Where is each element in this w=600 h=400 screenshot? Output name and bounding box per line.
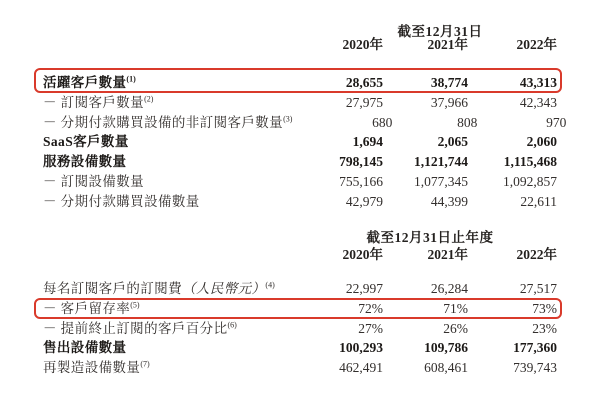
value-2020: 755,166	[339, 173, 383, 189]
row-label: SaaS客戶數量	[43, 134, 129, 150]
table-row-active-customers	[0, 73, 600, 93]
table1-year-2020: 2020年	[342, 37, 383, 52]
table1-year-header-row	[0, 36, 600, 53]
spacer	[43, 36, 283, 53]
value-2021: 37,966	[430, 94, 468, 110]
value-2020: 27,975	[345, 94, 383, 110]
row-label: 售出設備數量	[43, 340, 127, 356]
row-label: － 訂閱客戶數量$^{(2)}$	[43, 94, 154, 110]
value-2021: 38,774	[430, 75, 468, 90]
table2-period-header: 截至12月31日止年度	[366, 230, 494, 245]
table-row-installment-purchase-devices	[0, 192, 600, 212]
value-2022: 177,360	[513, 340, 557, 356]
row-label: － 分期付款購買設備的非訂閱客戶數量$^{(3)}$	[43, 114, 293, 130]
value-2022: 1,115,468	[503, 154, 557, 170]
value-2022: 22,611	[520, 193, 557, 209]
table2-body	[0, 279, 600, 378]
row-label: 活躍客戶數量$^{(1)}$	[43, 74, 136, 90]
table-row-saas-customers	[0, 132, 600, 152]
row-label: 服務設備數量	[43, 154, 127, 170]
footnote-marker: (2)	[144, 94, 154, 104]
value-2020: 680	[372, 114, 393, 130]
value-2020: 22,997	[345, 281, 383, 296]
currency-note: （人民幣元）	[182, 281, 266, 296]
value-2022: 970	[546, 114, 567, 130]
footnote-marker: (7)	[140, 359, 150, 369]
value-2022: 43,313	[519, 75, 557, 90]
row-label: － 客戶留存率$^{(5)}$	[43, 300, 140, 316]
value-2020: 1,694	[352, 134, 383, 150]
value-2020: 72%	[358, 300, 383, 316]
value-2022: 27,517	[519, 281, 557, 296]
value-2020: 42,979	[345, 193, 383, 209]
value-2022: 739,743	[513, 360, 557, 376]
value-2021: 808	[457, 114, 478, 130]
table2-year-2021: 2021年	[427, 247, 468, 262]
value-2021: 1,077,345	[414, 173, 468, 189]
row-label: － 訂閱設備數量	[43, 173, 145, 189]
value-2020: 27%	[358, 320, 383, 336]
footnote-marker: (1)	[126, 74, 136, 84]
value-2022: 2,060	[526, 134, 557, 150]
value-2021: 109,786	[424, 340, 468, 356]
table2-year-header-row	[0, 246, 600, 263]
value-2022: 73%	[532, 300, 557, 316]
value-2020: 798,145	[339, 154, 383, 170]
row-label: － 提前終止訂閱的客戶百分比$^{(6)}$	[43, 320, 237, 336]
table-row-subscription-devices	[0, 172, 600, 192]
value-2021: 1,121,744	[414, 154, 468, 170]
table-row-devices-sold	[0, 338, 600, 358]
footnote-marker: (5)	[130, 300, 140, 310]
table-row-serviced-devices	[0, 152, 600, 172]
table-row-early-termination-percentage	[0, 319, 600, 339]
row-label: 再製造設備數量$^{(7)}$	[43, 359, 150, 376]
value-2022: 42,343	[519, 94, 557, 110]
value-2020: 100,293	[339, 340, 383, 356]
table1-body	[0, 73, 600, 212]
table-row-installment-nonsubscription-customers	[0, 113, 600, 133]
value-2021: 71%	[443, 300, 468, 316]
footnote-marker: (4)	[265, 280, 275, 290]
table2-year-2020: 2020年	[342, 247, 383, 262]
footnote-marker: (3)	[283, 114, 293, 124]
value-2020: 28,655	[345, 75, 383, 90]
value-2021: 26%	[443, 320, 468, 336]
value-2020: 462,491	[339, 360, 383, 376]
row-label: 每名訂閱客戶的訂閱費（人民幣元）$^{(4)}$	[43, 280, 275, 296]
table1-year-2022: 2022年	[516, 37, 557, 52]
spacer	[43, 246, 283, 263]
value-2022: 1,092,857	[503, 173, 557, 189]
value-2022: 23%	[532, 320, 557, 336]
footnote-marker: (6)	[227, 320, 237, 330]
table-row-customer-retention-rate	[0, 299, 600, 319]
table-row-subscription-fee-per-customer	[0, 279, 600, 299]
table-row-remanufactured-devices	[0, 358, 600, 378]
value-2021: 608,461	[424, 360, 468, 376]
value-2021: 44,399	[430, 193, 468, 209]
value-2021: 26,284	[430, 281, 468, 296]
table1-period-header: 截至12月31日	[397, 24, 483, 39]
table2-year-2022: 2022年	[516, 247, 557, 262]
table-row-subscription-customers	[0, 93, 600, 113]
row-label: － 分期付款購買設備數量	[43, 193, 200, 209]
value-2021: 2,065	[437, 134, 468, 150]
table1-year-2021: 2021年	[427, 37, 468, 52]
